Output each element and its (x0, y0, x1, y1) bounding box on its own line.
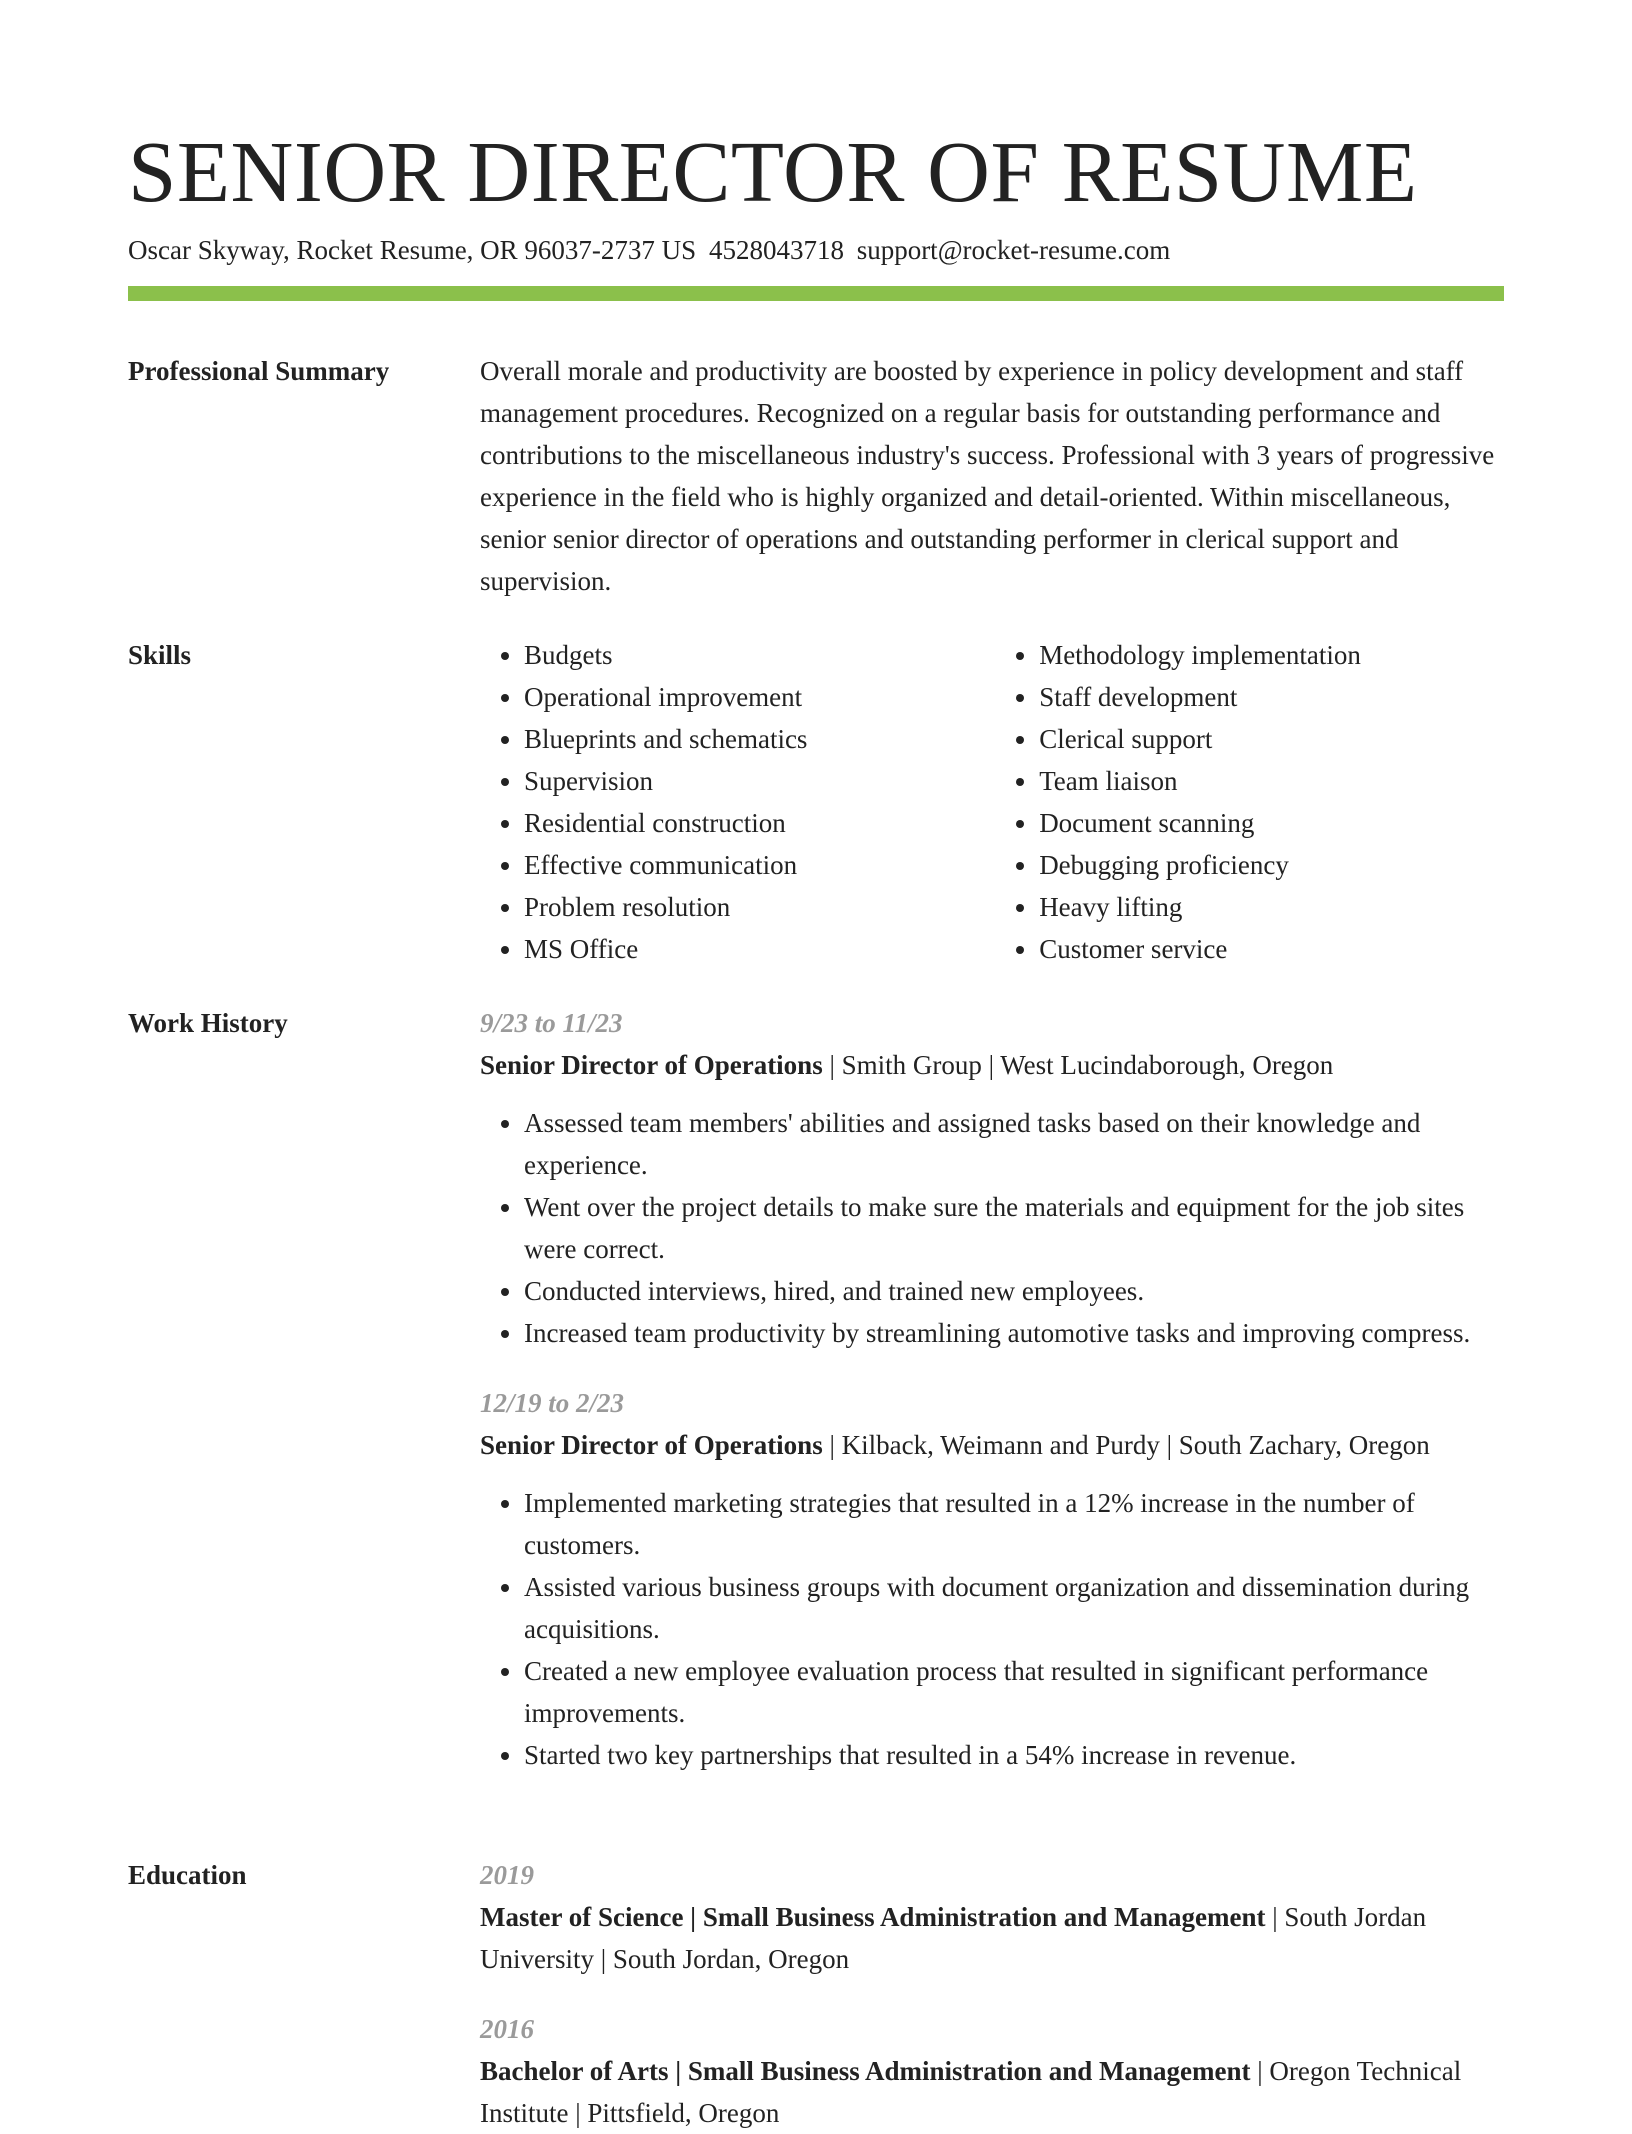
skills-list-right (995, 634, 1504, 970)
education-line (480, 1896, 1504, 1980)
job-bullet: • Increased team productivity by streamlining automotive tasks and improving compress. (524, 1312, 1504, 1354)
summary-body (480, 350, 1504, 602)
job-title-line (480, 1044, 1504, 1086)
contact-address: Oscar Skyway, Rocket Resume, OR 96037-2737 US (128, 235, 697, 265)
job-bullet: • Assisted various business groups with document organization and dissemination during acquisitions. (524, 1566, 1504, 1650)
resume-title: SENIOR DIRECTOR OF RESUME (128, 123, 1418, 220)
skill-item: • MS Office (524, 928, 935, 970)
skill-item: • Budgets (524, 634, 935, 676)
work-history-heading: Work History (128, 1008, 288, 1038)
education-degree: Bachelor of Arts | Small Business Administration and Management (480, 2056, 1251, 2086)
skills-heading: Skills (128, 640, 192, 670)
skill-item: • Blueprints and schematics (524, 718, 935, 760)
job-details: | Smith Group | West Lucindaborough, Oregon (822, 1050, 1334, 1080)
skill-item: • Operational improvement (524, 676, 935, 718)
skill-item: • Supervision (524, 760, 935, 802)
skills-list-left (480, 634, 935, 970)
job-bullets (480, 1102, 1504, 1354)
education-details: | Oregon Technical Institute | Pittsfield, Oregon (480, 2056, 1462, 2128)
job-dates: 9/23 to 11/23 (480, 1008, 623, 1038)
education-degree: Master of Science | Small Business Administration and Management (480, 1902, 1266, 1932)
contact-line (128, 232, 1170, 268)
education-body (480, 1854, 1504, 2134)
education-heading: Education (128, 1860, 247, 1890)
education-entry (480, 2008, 1504, 2134)
job-entry (480, 1002, 1504, 1354)
job-bullets (480, 1482, 1504, 1776)
summary-text: Overall morale and productivity are boosted by experience in policy development and staff management procedures. Recognized on a regular basis for outstanding performance and contributions to the miscellaneous industry's success. Professional with 3 years of progressive experience in the field who is highly organized and detail-oriented. Within miscellaneous, senior senior director of operations and outstanding performer in clerical support and supervision. (480, 356, 1495, 596)
skill-item: • Customer service (1039, 928, 1504, 970)
skill-item: • Heavy lifting (1039, 886, 1504, 928)
job-role: Senior Director of Operations (480, 1430, 823, 1460)
skill-item: • Team liaison (1039, 760, 1504, 802)
job-bullet: • Started two key partnerships that resulted in a 54% increase in revenue. (524, 1734, 1504, 1776)
skill-item: • Problem resolution (524, 886, 935, 928)
job-details: | Kilback, Weimann and Purdy | South Zachary, Oregon (822, 1430, 1430, 1460)
job-bullet: • Conducted interviews, hired, and trained new employees. (524, 1270, 1504, 1312)
summary-heading: Professional Summary (128, 356, 390, 386)
contact-phone: 4528043718 (708, 235, 844, 265)
work-history-body (480, 1002, 1504, 1776)
contact-email[interactable]: support@rocket-resume.com (856, 235, 1171, 265)
education-year: 2019 (480, 1860, 534, 1890)
header-divider (128, 286, 1504, 301)
job-bullet: • Assessed team members' abilities and assigned tasks based on their knowledge and experience. (524, 1102, 1504, 1186)
job-role: Senior Director of Operations (480, 1050, 823, 1080)
skill-item: • Document scanning (1039, 802, 1504, 844)
education-entry (480, 1854, 1504, 1980)
job-dates: 12/19 to 2/23 (480, 1388, 625, 1418)
skill-item: • Clerical support (1039, 718, 1504, 760)
job-title-line (480, 1424, 1504, 1466)
job-bullet: • Created a new employee evaluation process that resulted in significant performance improvements. (524, 1650, 1504, 1734)
skills-body (480, 634, 1504, 970)
skill-item: • Residential construction (524, 802, 935, 844)
job-entry (480, 1382, 1504, 1776)
skill-item: • Debugging proficiency (1039, 844, 1504, 886)
job-bullet: • Implemented marketing strategies that resulted in a 12% increase in the number of customers. (524, 1482, 1504, 1566)
education-details: | South Jordan University | South Jordan, Oregon (480, 1902, 1427, 1974)
education-line (480, 2050, 1504, 2134)
education-year: 2016 (480, 2014, 534, 2044)
skill-item: • Effective communication (524, 844, 935, 886)
job-bullet: • Went over the project details to make sure the materials and equipment for the job sites were correct. (524, 1186, 1504, 1270)
skill-item: • Staff development (1039, 676, 1504, 718)
skill-item: • Methodology implementation (1039, 634, 1504, 676)
